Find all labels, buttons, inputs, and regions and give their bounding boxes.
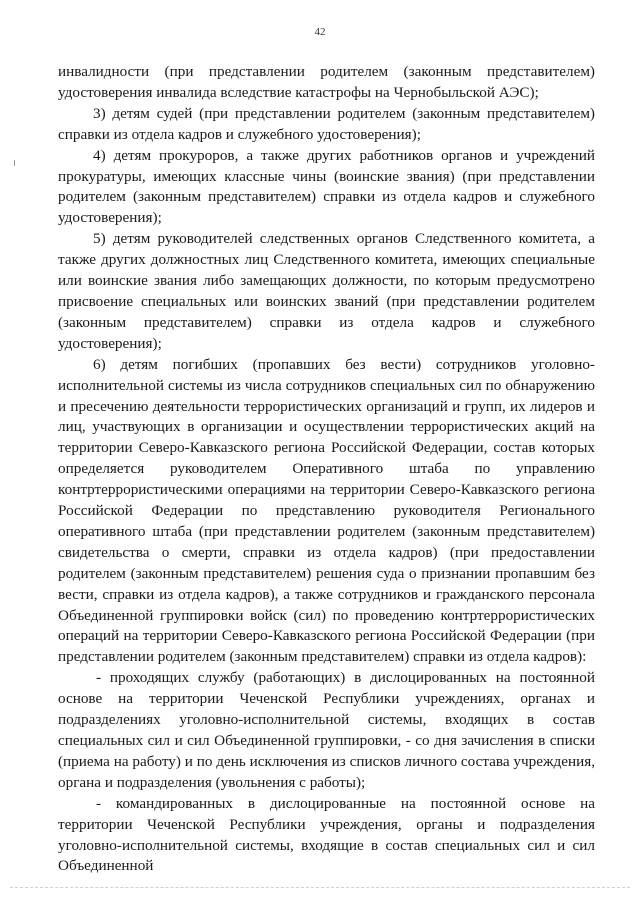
paragraph-dash-seconded: - командированных в дислоцированные на постоянной основе на территории Чеченской Республики учреждения, органы и подразделения уголовно-исполнительной системы, входящие в состав специальных сил и сил Объединенной [58, 794, 595, 875]
scan-artifact-mark [14, 160, 15, 166]
paragraph-item-4: 4) детям прокуроров, а также других работников органов и учреждений прокуратуры, имеющих классные чины (воинские звания) (при представлении родителем (законным представителем) справки из отдела кадров и служебного удостоверения); [58, 146, 595, 227]
paragraph-item-3: 3) детям судей (при представлении родителем (законным представителем) справки из отдела кадров и служебного удостоверения); [58, 104, 595, 143]
paragraph-dash-serving: - проходящих службу (работающих) в дислоцированных на постоянной основе на территории Чеченской Республики учреждениях, органах и подразделениях уголовно-исполнительной системы, входящих в состав специальных сил и сил Объединенной группировки, - со дня зачисления в списки (приема на работу) и по день исключения из списков личного состава учреждения, органа и подразделения (увольнения с работы); [58, 669, 595, 791]
page-number: 42 [314, 26, 326, 38]
paragraph-item-5: 5) детям руководителей следственных органов Следственного комитета, а также других должностных лиц Следственного комитета, имеющих специальные или воинские звания либо замещающих должности, по которым предусмотрено присвоение специальных или воинских званий (при представлении родителем (законным представителем) справки из отдела кадров и служебного удостоверения); [58, 230, 595, 352]
paragraph-item-6: 6) детям погибших (пропавших без вести) сотрудников уголовно-исполнительной системы из числа сотрудников специальных сил по обнаружению и пресечению деятельности террористических организаций и групп, их лидеров и лиц, участвующих в организации и осуществлении террористических акций на территории Северо-Кавказского региона Российской Федерации, состав которых определяется руководителем Оперативного штаба по управлению контртеррористическими операциями на территории Северо-Кавказского региона Российской Федерации по представлению руководителя Регионального оперативного штаба (при представлении родителем (законным представителем) свидетельства о смерти, справки из отдела кадров) (при предоставлении родителем (законным представителем) решения суда о признании пропавшим без вести, справки из отдела кадров), а также сотрудников и гражданского персонала Объединенной группировки войск (сил) по проведению контртеррористических операций на территории Северо-Кавказского региона Российской Федерации (при представлении родителем (законным представителем) справки из отдела кадров): [58, 355, 595, 666]
scan-bottom-edge [10, 887, 630, 890]
paragraph-continuation: инвалидности (при представлении родителем (законным представителем) удостоверения инвалида вследствие катастрофы на Чернобыльской АЭС); [58, 63, 595, 101]
document-body [58, 62, 595, 877]
